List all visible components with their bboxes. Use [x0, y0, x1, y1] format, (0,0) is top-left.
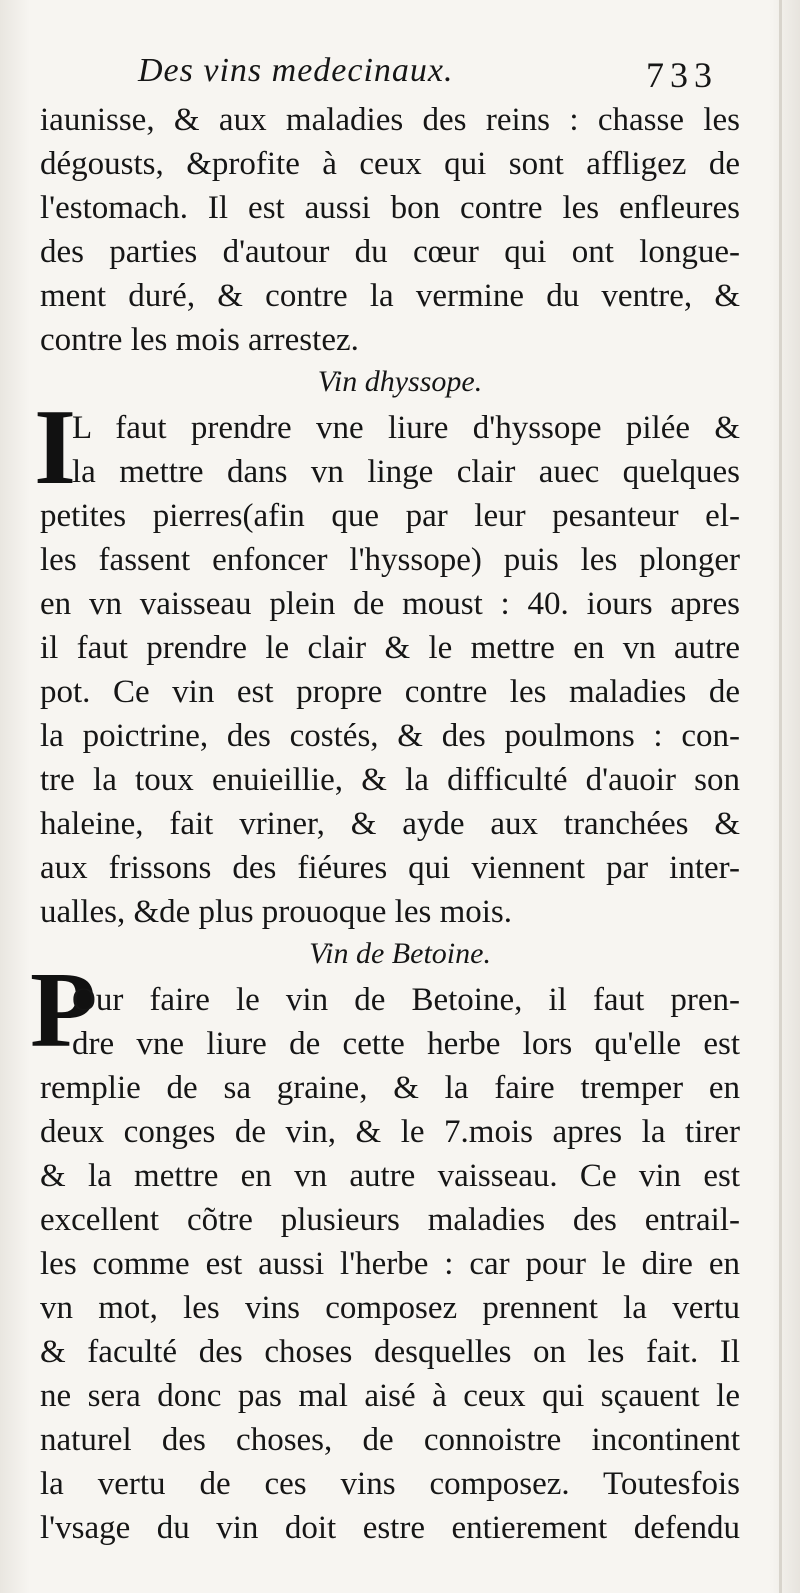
text-line: iaunisse, & aux maladies des reins : chasse les	[40, 102, 740, 138]
text-line: dre vne liure de cette herbe lors qu'elle est	[72, 1026, 740, 1062]
text-line: aux frissons des fiéures qui viennent par inter-	[40, 850, 740, 886]
text-line: pot. Ce vin est propre contre les maladies de	[40, 674, 740, 710]
text-line: & faculté des choses desquelles on les fait. Il	[40, 1334, 740, 1370]
text-line: deux conges de vin, & le 7.mois apres la tirer	[40, 1114, 740, 1150]
text-line: la poictrine, des costés, & des poulmons : con-	[40, 718, 740, 754]
text-line: les comme est aussi l'herbe : car pour le dire en	[40, 1246, 740, 1282]
text-line: il faut prendre le clair & le mettre en vn autre	[40, 630, 740, 666]
text-line: tre la toux enuieillie, & la difficulté d'auoir son	[40, 762, 740, 798]
text-line: petites pierres(afin que par leur pesanteur el-	[40, 498, 740, 534]
text-line: Our faire le vin de Betoine, il faut pren-	[72, 982, 740, 1018]
text-line: dégousts, &profite à ceux qui sont affligez de	[40, 146, 740, 182]
text-line: remplie de sa graine, & la faire tremper en	[40, 1070, 740, 1106]
text-line: & la mettre en vn autre vaisseau. Ce vin est	[40, 1158, 740, 1194]
text-line: les fassent enfoncer l'hyssope) puis les plonger	[40, 542, 740, 578]
text-line: naturel des choses, de connoistre incontinent	[40, 1422, 740, 1458]
page-number: 733	[646, 55, 718, 95]
running-title: Des vins medecinaux.	[138, 52, 454, 89]
text-line: des parties d'autour du cœur qui ont longue-	[40, 234, 740, 270]
text-line: la mettre dans vn linge clair auec quelques	[72, 454, 740, 490]
text-line: ne sera donc pas mal aisé à ceux qui sçauent le	[40, 1378, 740, 1414]
text-line: ualles, &de plus prouoque les mois.	[40, 894, 513, 930]
text-line: en vn vaisseau plein de moust : 40. iours apres	[40, 586, 740, 622]
text-line: excellent cõtre plusieurs maladies des entrail-	[40, 1202, 740, 1238]
text-line: contre les mois arrestez.	[40, 322, 359, 358]
text-line: haleine, fait vriner, & ayde aux tranchées &	[40, 806, 740, 842]
section-title: Vin dhyssope.	[317, 365, 483, 398]
text-line: ment duré, & contre la vermine du ventre, &	[40, 278, 740, 314]
text-line: la vertu de ces vins composez. Toutesfois	[40, 1466, 740, 1502]
section-title: Vin de Betoine.	[309, 937, 491, 970]
drop-cap: P	[30, 951, 96, 1070]
drop-cap: I	[34, 388, 77, 507]
page-edge-shadow	[779, 0, 782, 1593]
text-line: l'estomach. Il est aussi bon contre les enfleures	[40, 190, 740, 226]
text-line: L faut prendre vne liure d'hyssope pilée &	[72, 410, 740, 446]
text-line: l'vsage du vin doit estre entierement defendu	[40, 1510, 740, 1546]
text-line: vn mot, les vins composez prennent la vertu	[40, 1290, 740, 1326]
